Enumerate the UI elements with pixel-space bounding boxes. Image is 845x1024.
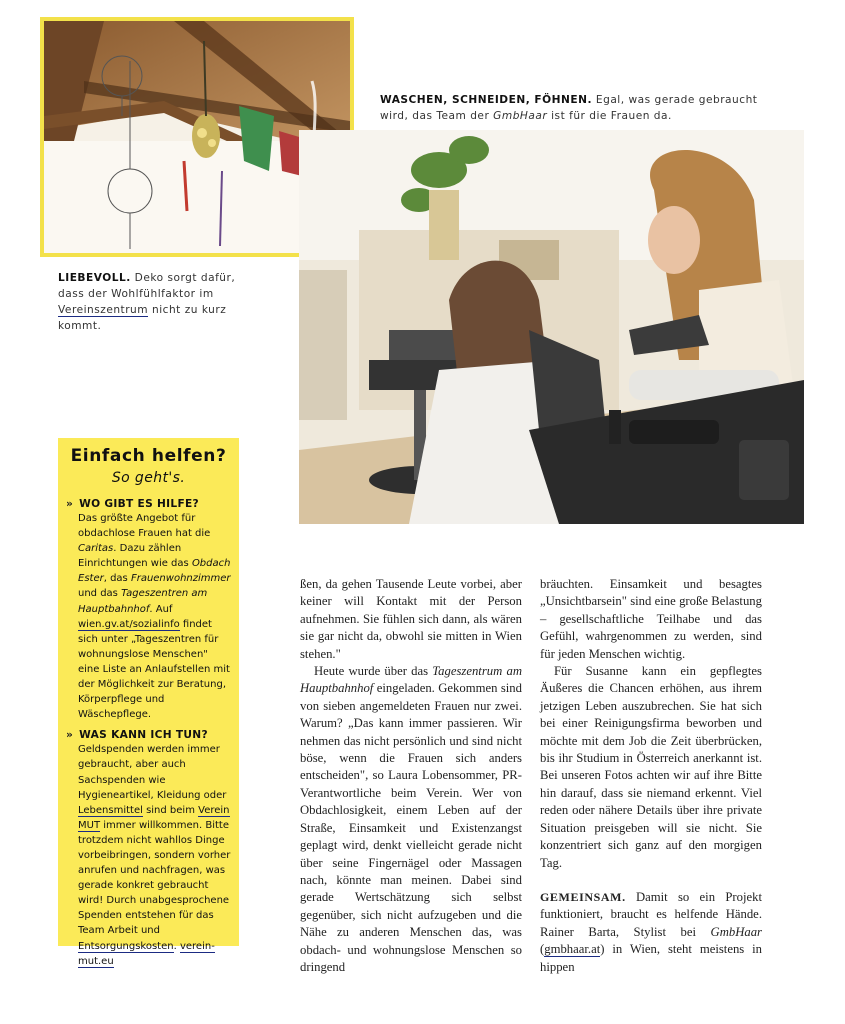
section-heading-help <box>66 498 231 510</box>
body-text: ) in Wien, steht meistens in hippen <box>540 942 762 974</box>
chevron-marker-icon: » <box>66 729 74 742</box>
article-paragraph <box>300 663 522 976</box>
body-text: findet sich unter „Tageszentren für wohnungslose Menschen" eine Liste an Anlaufstellen mit der Möglichkeit zur Beratung, Körperpflege und Wäschepflege. <box>78 618 230 721</box>
hairdresser-photo <box>299 130 804 524</box>
caption-top-right <box>380 92 760 124</box>
caption-lead: WASCHEN, SCHNEIDEN, FÖHNEN. <box>380 94 593 106</box>
body-italic: Caritas <box>78 543 114 555</box>
body-text: sind beim <box>142 804 199 816</box>
article-column-2 <box>540 576 762 976</box>
body-text: Das größte Angebot für obdachlose Frauen hat die <box>78 513 211 540</box>
verein-mut-link[interactable]: Verein MUT <box>78 804 230 831</box>
wien-sozialinfo-link[interactable]: wien.gv.at/sozialinfo <box>78 618 180 630</box>
section-body-what <box>66 742 231 968</box>
body-italic: Frauenwohnzimmer <box>130 573 231 585</box>
body-text: immer willkommen. Bitte trotzdem nicht wahllos Dinge vorbeibringen, sondern vorher anrufen und nachfragen, was gerade konkret gebraucht wird! Durch unabgesprochene Spenden entstehen für das Team Arbeit und <box>78 819 231 937</box>
caption-text: nicht zu kurz kommt. <box>58 304 227 332</box>
section-keyword: GEMEINSAM. <box>540 889 626 904</box>
article-paragraph: ßen, da gehen Tausende Leute vorbei, aber keiner will Kontakt mit der Person aufnehmen. Sie fühlen sich dann, als wären sie gar nicht da, obwohl sie mitten in Wien stehen." <box>300 577 522 661</box>
body-text: . Auf <box>149 603 173 615</box>
section-heading-what <box>66 729 231 741</box>
chevron-marker-icon: » <box>66 498 74 510</box>
caption-text: ist für die Frauen da. <box>547 110 672 122</box>
section-heading-text: WAS KANN ICH TUN? <box>79 729 208 742</box>
verein-mut-eu-link[interactable]: verein-mut.eu <box>78 940 215 967</box>
body-italic: Tageszentrum am Hauptbahnhof <box>300 664 522 696</box>
body-text: Heute wurde über das <box>314 664 433 679</box>
caption-lead: LIEBEVOLL. <box>58 272 131 284</box>
article-column-1 <box>300 576 522 976</box>
help-info-box <box>58 438 239 967</box>
caption-text: Egal, was gerade gebraucht wird, das Team der <box>380 94 758 122</box>
body-text: , das <box>103 573 131 585</box>
caption-text: Deko sorgt dafür, dass der Wohlfühlfaktor im <box>58 272 236 300</box>
box-subtitle: So geht's. <box>111 470 186 486</box>
body-text: und das <box>78 588 122 600</box>
entsorgungskosten-link[interactable]: Entsorgungskosten <box>78 940 174 952</box>
caption-left <box>58 270 243 334</box>
caption-brand: GmbHaar <box>493 110 548 122</box>
gmbhaar-link[interactable]: gmbhaar.at <box>544 942 601 957</box>
body-text: . <box>173 940 180 952</box>
vereinszentrum-link[interactable]: Vereinszentrum <box>58 304 149 316</box>
body-text: ( <box>540 942 545 957</box>
body-italic: GmbHaar <box>710 924 762 939</box>
article-paragraph <box>540 889 762 976</box>
box-title: Einfach helfen? <box>70 446 227 466</box>
body-text: . Dazu zählen Einrichtungen wie das <box>78 543 192 570</box>
section-heading-text: WO GIBT ES HILFE? <box>79 498 199 510</box>
hairdresser-photo-graphic <box>299 130 804 524</box>
article-paragraph: bräuchten. Einsamkeit und besagtes „Unsichtbarsein" sind eine große Belastung – gesellschaftliche Teilhabe und das Gefühl, wahrgenommen zu werden, sind für jeden Menschen wichtig. <box>540 577 762 661</box>
lebensmittel-link[interactable]: Lebensmittel <box>78 804 143 816</box>
body-text: Geldspenden werden immer gebraucht, aber auch Sachspenden wie Hygieneartikel, Kleidung oder <box>78 744 227 801</box>
body-text: eingeladen. Gekommen sind von sieben angemeldeten Frauen nur zwei. Warum? „Das kann immer passieren. Wir nehmen das nicht persönlich und sind nicht böse, wenn die Frauen sich anders entscheiden", so Laura Lobensommer, PR-Verantwortliche beim Verein. Wer von Obdachlosigkeit, einem Leben auf der Straße, Einsamkeit und Existenzangst geplagt wird, denkt vielleicht gerade nicht über seine Fingernägel oder Massagen nach, könnte man meinen. Dabei sind gerade Wertschätzung sich selbst gegenüber, sich nicht aufzugeben und die Nähe zu anderen Menschen das, was obdach- und wohnungslose Menschen so dringend <box>300 681 522 974</box>
article-paragraph: Für Susanne kann ein gepflegtes Äußeres die Chancen erhöhen, aus ihrem jetzigen Leben auszubrechen. Sie hat sich bei einer Reinigungsfirma beworben und möchte mit dem Job die Zeit überbrücken, bis ihr Studium in Österreich anerkannt ist. Bei unseren Fotos achten wir auf ihre Bitte hin darauf, dass sie niemand erkennt. Viel reden oder nähere Details über ihre private Situation preisgeben will sie nicht. Sie konzentriert sich ganz auf den morgigen Tag. <box>540 664 762 870</box>
body-italic: Tageszentren am Hauptbahnhof <box>78 588 208 615</box>
body-italic: Obdach Ester <box>78 558 231 585</box>
section-body-help <box>66 511 231 722</box>
body-text: Damit so ein Projekt funktioniert, braucht es helfende Hände. Rainer Barta, Stylist bei <box>540 889 762 939</box>
